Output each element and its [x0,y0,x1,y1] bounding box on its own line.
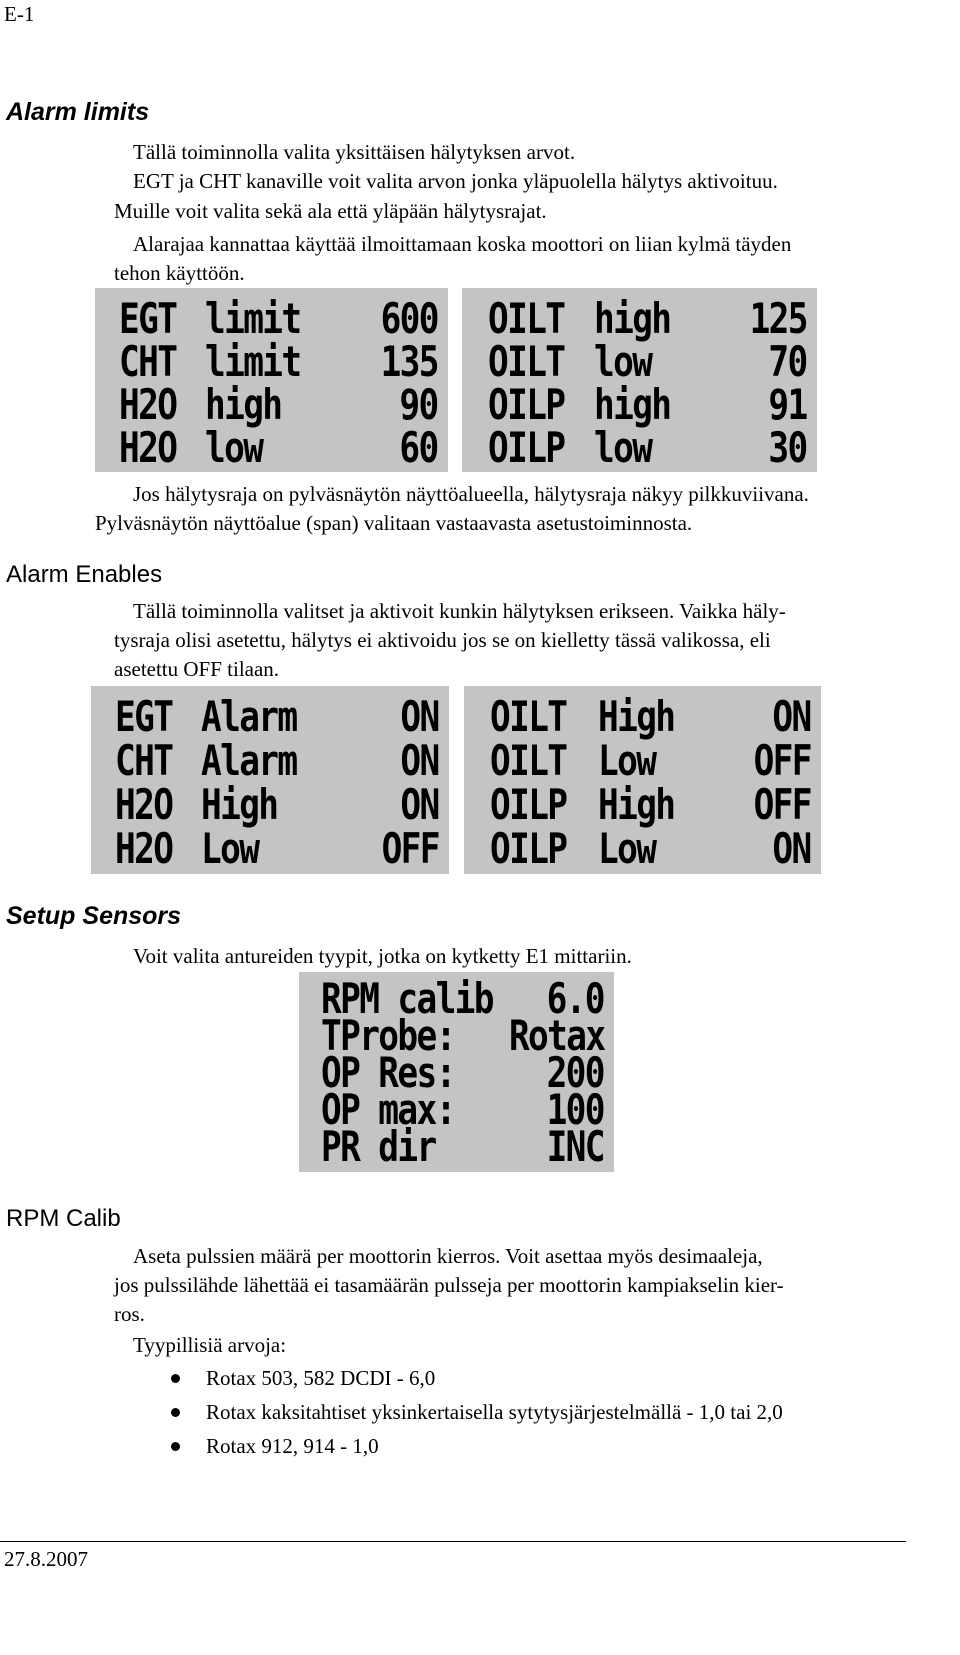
lcd-label: TProbe: [321,1011,455,1060]
lcd-label: Low [598,824,656,873]
bullet-icon [171,1374,180,1383]
lcd-row [464,826,821,871]
lcd-label: OILT [488,294,565,343]
lcd-row [464,694,821,739]
lcd-alarm-limits-left [95,288,448,472]
lcd-value: 125 [749,294,807,343]
lcd-value: 91 [768,380,807,429]
lcd-value: ON [400,736,439,785]
list-item: Rotax kaksitahtiset yksinkertaisella sytytysjärjestelmällä - 1,0 tai 2,0 [206,1400,783,1424]
lcd-label: OILP [488,380,565,429]
lcd-row [95,339,448,384]
lcd-row [462,296,817,341]
lcd-label: limit [205,337,301,386]
lcd-label: low [205,423,263,472]
lcd-label: RPM calib [321,974,493,1023]
lcd-label: OILP [490,824,567,873]
paragraph-line: Voit valita antureiden tyypit, jotka on kytketty E1 mittariin. [133,944,632,968]
lcd-value: ON [772,692,811,741]
lcd-label: Low [201,824,259,873]
paragraph-line: Pylväsnäytön näyttöalue (span) valitaan vastaavasta asetustoiminnosta. [95,511,693,535]
lcd-setup-sensors [299,972,614,1172]
list-item: Rotax 912, 914 - 1,0 [206,1434,379,1458]
lcd-label: OILP [488,423,565,472]
lcd-value: 6.0 [546,974,604,1023]
lcd-alarm-limits-right [462,288,817,472]
section-title-alarm-enables: Alarm Enables [6,561,163,588]
lcd-label: CHT [119,337,177,386]
lcd-label: low [594,423,652,472]
lcd-alarm-enables-right [464,686,821,874]
lcd-value: 600 [380,294,438,343]
paragraph-line: Aseta pulssien määrä per moottorin kierros. Voit asettaa myös desimaaleja, [133,1244,763,1268]
footer-rule [0,1541,906,1542]
lcd-label: OILP [490,780,567,829]
lcd-label: high [594,380,671,429]
paragraph-line: Alarajaa kannattaa käyttää ilmoittamaan koska moottori on liian kylmä täyden [133,232,792,256]
list-item: Rotax 503, 582 DCDI - 6,0 [206,1366,436,1390]
lcd-label: High [598,692,675,741]
lcd-row [464,782,821,827]
lcd-value: 60 [399,423,438,472]
lcd-row [462,339,817,384]
lcd-value: OFF [753,780,811,829]
paragraph-line: asetettu OFF tilaan. [114,657,280,681]
lcd-label: OP max: [321,1085,455,1134]
lcd-value: ON [772,824,811,873]
section-title-setup-sensors: Setup Sensors [6,902,182,930]
lcd-label: EGT [119,294,177,343]
lcd-value: 200 [546,1048,604,1097]
lcd-label: Alarm [201,692,297,741]
lcd-value: INC [546,1122,604,1171]
paragraph-line: ros. [114,1302,145,1326]
lcd-label: low [594,337,652,386]
lcd-value: 30 [768,423,807,472]
lcd-row [462,382,817,427]
paragraph-line: jos pulssilähde lähettää ei tasamäärän pulsseja per moottorin kampiakselin kier- [114,1273,784,1297]
lcd-value: OFF [753,736,811,785]
lcd-row [464,738,821,783]
lcd-value: Rotax [508,1011,604,1060]
section-title-rpm-calib: RPM Calib [6,1205,121,1232]
lcd-label: High [598,780,675,829]
lcd-label: H2O [115,824,173,873]
lcd-label: Alarm [201,736,297,785]
lcd-value: ON [400,692,439,741]
lcd-label: OP Res: [321,1048,455,1097]
bullet-icon [171,1408,180,1417]
lcd-row [95,382,448,427]
lcd-label: Low [598,736,656,785]
bullet-icon [171,1442,180,1451]
lcd-label: PR dir [321,1122,436,1171]
lcd-label: high [205,380,282,429]
lcd-label: OILT [490,736,567,785]
paragraph-line: EGT ja CHT kanaville voit valita arvon jonka yläpuolella hälytys aktivoituu. [133,169,778,193]
lcd-alarm-enables-left [91,686,449,874]
lcd-label: CHT [115,736,173,785]
paragraph-line: tysraja olisi asetettu, hälytys ei aktivoidu jos se on kielletty tässä valikossa, eli [114,628,771,652]
lcd-value: 70 [768,337,807,386]
lcd-label: high [594,294,671,343]
lcd-label: OILT [490,692,567,741]
lcd-label: OILT [488,337,565,386]
lcd-label: H2O [119,380,177,429]
lcd-row [462,425,817,470]
lcd-row [95,296,448,341]
lcd-value: 90 [399,380,438,429]
lcd-row [299,1124,614,1169]
section-title-alarm-limits: Alarm limits [6,98,150,126]
paragraph-line: tehon käyttöön. [114,261,245,285]
lcd-label: H2O [115,780,173,829]
page-label: E-1 [4,2,35,26]
lcd-label: H2O [119,423,177,472]
lcd-value: 100 [546,1085,604,1134]
lcd-row [91,738,449,783]
lcd-label: EGT [115,692,173,741]
footer-date: 27.8.2007 [4,1547,88,1571]
lcd-label: limit [205,294,301,343]
lcd-row [91,826,449,871]
paragraph-line: Muille voit valita sekä ala että yläpään hälytysrajat. [114,199,547,223]
paragraph-line: Jos hälytysraja on pylväsnäytön näyttöalueella, hälytysraja näkyy pilkkuviivana. [133,482,809,506]
lcd-row [95,425,448,470]
lcd-label: High [201,780,278,829]
paragraph-line: Tällä toiminnolla valita yksittäisen hälytyksen arvot. [133,140,576,164]
lcd-row [91,694,449,739]
lcd-row [91,782,449,827]
lcd-value: OFF [381,824,439,873]
list-intro: Tyypillisiä arvoja: [133,1333,287,1357]
lcd-value: ON [400,780,439,829]
lcd-value: 135 [380,337,438,386]
paragraph-line: Tällä toiminnolla valitset ja aktivoit kunkin hälytyksen erikseen. Vaikka häly- [133,599,786,623]
